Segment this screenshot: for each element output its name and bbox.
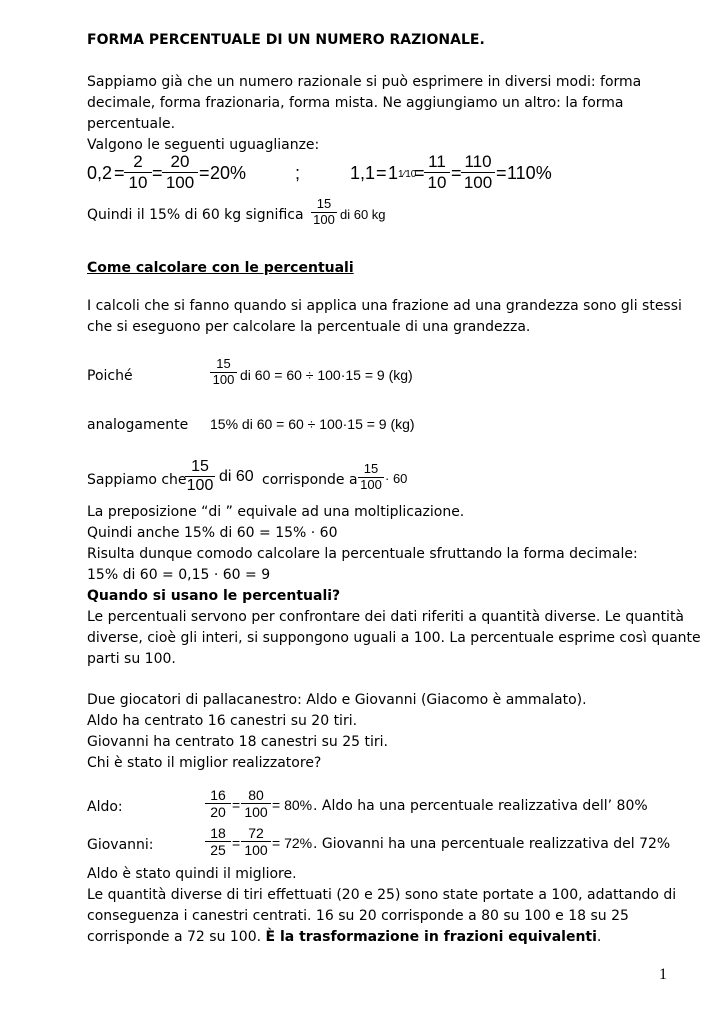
aldo-percent: = 80% [272, 797, 313, 813]
eq1-equals-2: = [152, 163, 163, 183]
giovanni-equals: = [232, 835, 241, 851]
line-percentuali-3: parti su 100. [87, 651, 176, 667]
eq2-lhs: 1,1 [350, 163, 376, 183]
eq2-equals-3: = [451, 163, 462, 183]
giovanni-fraction-1: 18 25 [205, 825, 231, 858]
quindi-fraction: 15 100 [311, 197, 337, 228]
eq-separator: ; [295, 163, 301, 183]
sappiamo-text-2: corrisponde a [262, 472, 358, 488]
quindi-text: Quindi il 15% di 60 kg significa [87, 207, 304, 223]
eq1-equals: = [114, 163, 125, 183]
calc-intro-line-1: I calcoli che si fanno quando si applica una frazione ad una grandezza sono gli stessi [87, 298, 682, 314]
aldo-label: Aldo: [87, 799, 123, 815]
line-percentuali-1: Le percentuali servono per confrontare dei dati riferiti a quantità diverse. Le quantità [87, 609, 685, 625]
eq1-fraction-2: 20 100 [162, 152, 198, 192]
poiche-label: Poiché [87, 368, 133, 384]
sappiamo-text-1: Sappiamo che [87, 472, 187, 488]
eq2-mixed-whole: 1 [388, 163, 399, 183]
line-conclusione: corrisponde a 72 su 100. È la trasformazione in frazioni equivalenti. [87, 929, 602, 945]
line-migliore: Aldo è stato quindi il migliore. [87, 866, 297, 882]
aldo-text: . Aldo ha una percentuale realizzativa dell’ 80% [313, 798, 648, 814]
intro-line-4: Valgono le seguenti uguaglianze: [87, 137, 320, 153]
aldo-equals: = [232, 797, 241, 813]
line-15-percent: 15% di 60 = 0,15 · 60 = 9 [87, 567, 271, 583]
page-title: FORMA PERCENTUALE DI UN NUMERO RAZIONALE. [87, 32, 485, 48]
eq2-equals-4: = [496, 163, 507, 183]
giovanni-text: . Giovanni ha una percentuale realizzativa del 72% [313, 836, 671, 852]
eq2-equals: = [376, 163, 387, 183]
sappiamo-fraction-2: 15 100 [358, 462, 384, 493]
intro-line-1: Sappiamo già che un numero razionale si può esprimere in diversi modi: forma [87, 74, 642, 90]
intro-line-3: percentuale. [87, 116, 176, 132]
quindi-tail: di 60 kg [340, 207, 386, 222]
line-quantita-1: Le quantità diverse di tiri effettuati (20 e 25) sono state portate a 100, adattando di [87, 887, 677, 903]
eq1-equals-3: = [199, 163, 210, 183]
line-quantita-2: conseguenza i canestri centrati. 16 su 20 corrisponde a 80 su 100 e 18 su 25 [87, 908, 629, 924]
sappiamo-fraction-1: 15 100 [186, 458, 214, 495]
line-quindi-anche: Quindi anche 15% di 60 = 15% · 60 [87, 525, 338, 541]
page-number: 1 [659, 966, 667, 983]
line-percentuali-2: diverse, cioè gli interi, si suppongono uguali a 100. La percentuale esprime così quante [87, 630, 701, 646]
eq2-mixed-fraction: 1⁄10 [398, 169, 417, 180]
line-giovanni-tiri: Giovanni ha centrato 18 canestri su 25 tiri. [87, 734, 388, 750]
conclusione-bold: È la trasformazione in frazioni equivalenti [265, 929, 597, 945]
aldo-fraction-2: 80 100 [241, 787, 271, 820]
eq1-lhs: 0,2 [87, 163, 113, 183]
calc-intro-line-2: che si eseguono per calcolare la percentuale di una grandezza. [87, 319, 531, 335]
giovanni-percent: = 72% [272, 835, 313, 851]
eq1-fraction-1: 2 10 [124, 152, 152, 192]
poiche-fraction: 15 100 [210, 357, 237, 388]
poiche-expression: di 60 = 60 ÷ 100·15 = 9 (kg) [240, 367, 413, 383]
eq2-fraction-2: 110 100 [461, 152, 495, 192]
eq1-rhs: 20% [210, 163, 247, 183]
giovanni-fraction-2: 72 100 [241, 825, 271, 858]
line-preposizione: La preposizione “di ” equivale ad una moltiplicazione. [87, 504, 465, 520]
analog-label: analogamente [87, 417, 189, 433]
section-heading: Come calcolare con le percentuali [87, 260, 354, 276]
subheading-quando: Quando si usano le percentuali? [87, 588, 341, 604]
line-giocatori: Due giocatori di pallacanestro: Aldo e Giovanni (Giacomo è ammalato). [87, 692, 587, 708]
eq2-fraction-1: 11 10 [424, 152, 450, 192]
eq2-equals-2: = [414, 163, 425, 183]
sappiamo-mid: di 60 [219, 468, 254, 485]
eq2-rhs: 110% [507, 163, 552, 183]
line-domanda: Chi è stato il miglior realizzatore? [87, 755, 322, 771]
line-aldo-tiri: Aldo ha centrato 16 canestri su 20 tiri. [87, 713, 358, 729]
sappiamo-tail: · 60 [385, 471, 408, 486]
intro-line-2: decimale, forma frazionaria, forma mista. Ne aggiungiamo un altro: la forma [87, 95, 624, 111]
line-risulta: Risulta dunque comodo calcolare la percentuale sfruttando la forma decimale: [87, 546, 638, 562]
analog-expression: 15% di 60 = 60 ÷ 100·15 = 9 (kg) [210, 416, 415, 432]
aldo-fraction-1: 16 20 [205, 787, 231, 820]
giovanni-label: Giovanni: [87, 837, 154, 853]
